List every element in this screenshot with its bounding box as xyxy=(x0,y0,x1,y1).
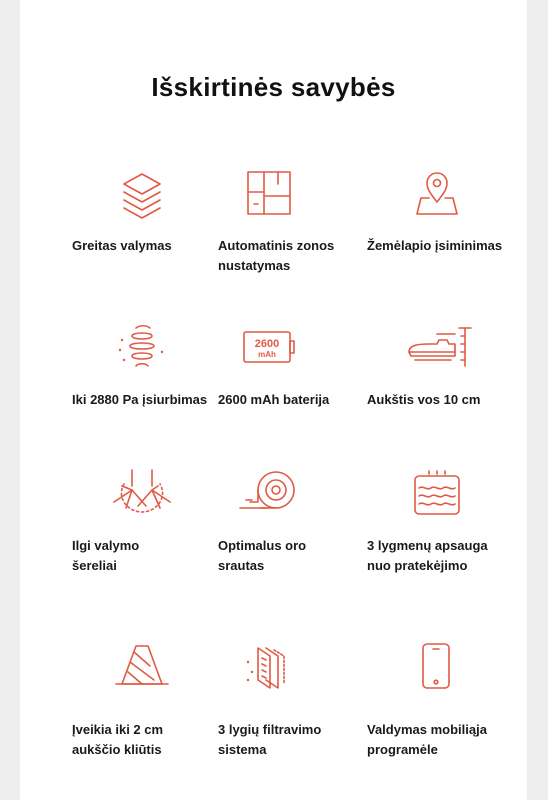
feature-label: 3 lygmenų apsauga nuo pratekėjimo xyxy=(367,538,488,573)
height-ruler-icon xyxy=(407,322,467,380)
features-grid xyxy=(20,0,527,800)
feature-label: Automatinis zonos nustatymas xyxy=(218,238,335,273)
zones-grid-icon xyxy=(238,168,298,226)
feature-label: Iki 2880 Pa įsiurbimas xyxy=(72,392,208,407)
water-tank-icon xyxy=(407,468,467,526)
feature-label: Valdymas mobiliąja programėle xyxy=(367,722,487,757)
feature-label: 3 lygių filtravimo sistema xyxy=(218,722,322,757)
brushes-icon xyxy=(112,468,172,526)
page-title: Išskirtinės savybės xyxy=(151,72,396,102)
layers-icon xyxy=(112,168,172,226)
battery-icon xyxy=(238,322,298,380)
feature-label: Greitas valymas xyxy=(72,238,172,253)
map-pin-icon xyxy=(407,168,467,226)
obstacle-icon xyxy=(112,642,172,700)
feature-label: Įveikia iki 2 cm aukščio kliūtis xyxy=(72,722,164,757)
feature-label: Optimalus oro srautas xyxy=(218,538,307,573)
battery-unit: mAh xyxy=(258,350,276,359)
filter-icon xyxy=(238,642,298,700)
feature-label: 2600 mAh baterija xyxy=(218,392,330,407)
feature-label: Aukštis vos 10 cm xyxy=(367,392,481,407)
features-panel xyxy=(20,0,527,800)
smartphone-icon xyxy=(407,642,467,700)
feature-label: Žemėlapio įsiminimas xyxy=(367,238,503,253)
suction-icon xyxy=(112,322,172,380)
feature-label: Ilgi valymo šereliai xyxy=(72,538,140,573)
battery-capacity: 2600 xyxy=(254,338,280,350)
airflow-fan-icon xyxy=(238,468,298,526)
